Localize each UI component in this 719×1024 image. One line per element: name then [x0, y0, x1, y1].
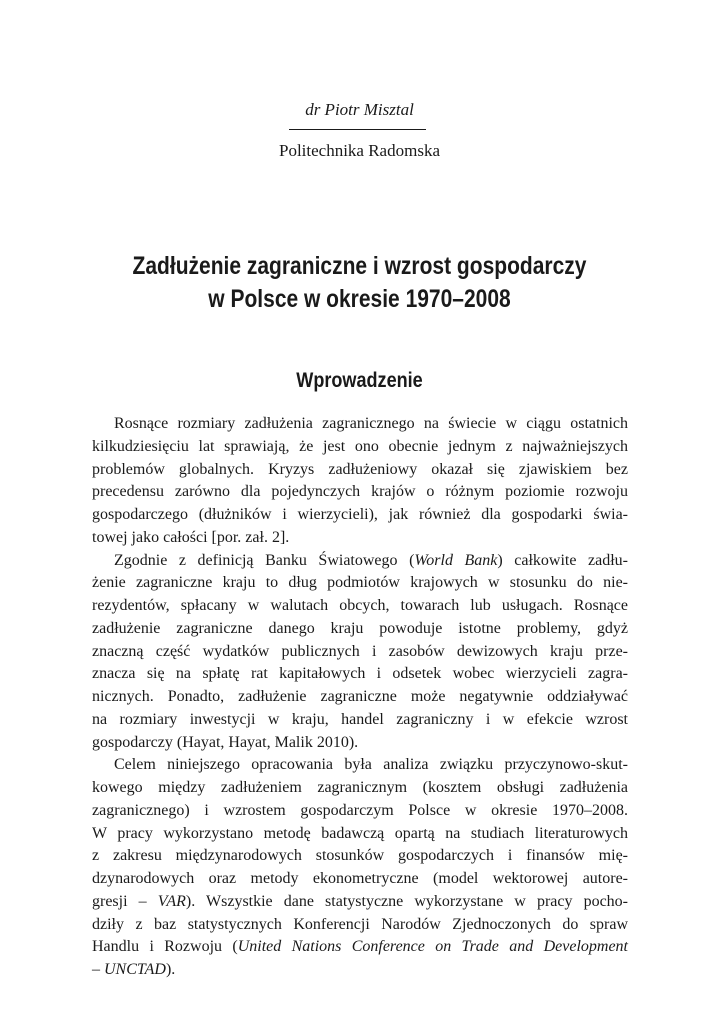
author-affiliation: Politechnika Radomska: [278, 141, 440, 160]
text-line: zagranicznego) i wzrostem gospodarczym Polsce w okresie 1970–2008.: [92, 801, 628, 819]
author-divider: [289, 129, 426, 130]
text-run: gresji –: [92, 892, 158, 910]
text-line: rezydentów, spłacany w walutach obcych, towarach lub usługach. Rosnące: [92, 597, 628, 614]
text-line: gospodarczego (dłużników i wierzycieli), jak również dla gospodarki świa-: [92, 506, 628, 523]
text-run: Handlu i Rozwoju (: [92, 938, 238, 956]
title-line-1: Zadłużenie zagraniczne i wzrost gospodarczy: [132, 252, 587, 280]
text-line: kowego między zadłużeniem zagranicznym (kosztem obsługi zadłużenia: [92, 779, 628, 796]
author-name: dr Piotr Misztal: [305, 100, 414, 119]
text-run-italic: VAR: [157, 892, 186, 910]
text-line: kilkudziesięciu lat sprawiają, że jest ono obecnie jednym z najważniejszych: [92, 437, 628, 455]
text-line: [92, 891, 628, 914]
text-line: precedensu zarówno dla pojedynczych krajów o różnym poziomie rozwoju: [92, 483, 628, 501]
text-run: Zgodnie z definicją Banku Światowego (: [114, 551, 415, 569]
body-text: [92, 413, 628, 982]
text-line: [92, 936, 628, 959]
text-line: nicznych. Ponadto, zadłużenie zagraniczne może negatywnie oddziaływać: [92, 688, 628, 705]
text-run-italic: United Nations Conference on Trade and Development: [237, 938, 628, 956]
text-line: znaczną część wydatków publicznych i zasobów dewizowych kraju prze-: [92, 642, 628, 660]
paragraph-2: [92, 550, 628, 755]
text-line: Celem niniejszego opracowania była analiza związku przyczynowo-skut-: [114, 756, 628, 774]
text-run: ). Wszystkie dane statystyczne wykorzystane w pracy pocho-: [185, 892, 628, 910]
text-line: dziły z baz statystycznych Konferencji Narodów Zjednoczonych do spraw: [92, 915, 628, 933]
text-line: na rozmiary inwestycji w kraju, handel zagraniczny i w efekcie wzrost: [92, 710, 628, 728]
text-line: [92, 550, 628, 573]
title-line-2: w Polsce w okresie 1970–2008: [208, 285, 511, 313]
text-run: ) całkowite zadłu-: [497, 551, 628, 569]
text-line: dzynarodowych oraz metody ekonometryczne (model wektorowej autore-: [92, 870, 628, 887]
text-line: żenie zagraniczne kraju to dług podmiotów krajowych w stosunku do nie-: [92, 574, 628, 592]
text-line: gospodarczy (Hayat, Hayat, Malik 2010).: [92, 733, 359, 751]
text-line: W pracy wykorzystano metodę badawczą opartą na studiach literaturowych: [92, 824, 628, 842]
text-line: zadłużenie zagraniczne danego kraju powoduje istotne problemy, gdyż: [92, 619, 628, 637]
section-heading: Wprowadzenie: [296, 369, 423, 392]
text-line: znacza się na spłatę rat kapitałowych i odsetek wobec wierzycieli zagra-: [92, 665, 628, 683]
text-run: ).: [165, 961, 176, 978]
text-line: towej jako całości [por. zał. 2].: [92, 528, 290, 546]
text-run: –: [92, 961, 104, 978]
text-line: [92, 959, 628, 982]
text-run-italic: UNCTAD: [104, 961, 166, 978]
paragraph-1: [92, 413, 628, 550]
text-line: problemów globalnych. Kryzys zadłużeniowy okazał się zjawiskiem bez: [92, 460, 628, 478]
article-title: [108, 250, 611, 316]
text-line: Rosnące rozmiary zadłużenia zagranicznego na świecie w ciągu ostatnich: [114, 415, 628, 432]
text-line: z zakresu międzynarodowych stosunków gospodarczych i finansów mię-: [92, 847, 628, 865]
text-run-italic: World Bank: [414, 551, 498, 569]
paragraph-3: [92, 754, 628, 982]
